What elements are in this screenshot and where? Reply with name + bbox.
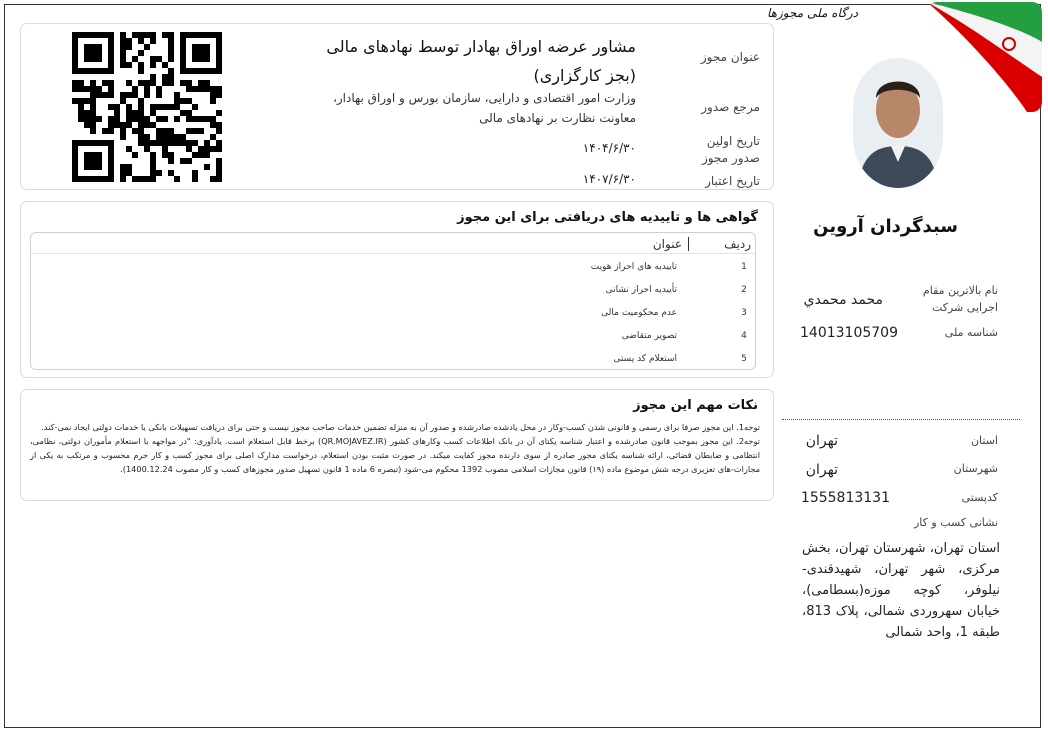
company-name: سبدگردان آروین bbox=[813, 216, 958, 237]
note-1: توجه1. این مجوز صرفا برای رسمی و قانونی شدن کسب-وکار در محل یادشده صادرشده و صدور آن به منزله تضمین خدمات صاحب مجوز نیست و حتی برای دریافت تسهیلات بانکی یا خدمات دولتی ایجاد نمی-کند. bbox=[41, 422, 760, 432]
row-title: استعلام کد پستی bbox=[613, 354, 677, 364]
column-header-title: عنوان bbox=[653, 237, 689, 251]
table-row bbox=[31, 279, 755, 302]
issuer-label: مرجع صدور bbox=[701, 100, 760, 114]
city-label: شهرستان bbox=[953, 462, 998, 475]
row-title: تاییدیه های احراز هویت bbox=[590, 262, 677, 272]
address: استان تهران، شهرستان تهران، بخش مرکزی، شهر تهران، شهیدقندی-نیلوفر، کوچه موزه(بسطامی)، خیابان سهروردی شمالی، پلاک 813، طبقه 1، واحد شمالی bbox=[802, 541, 1000, 640]
national-id-label: شناسه ملی bbox=[944, 326, 998, 339]
ceo-label: نام بالاترین مقام اجرایی شرکت bbox=[922, 284, 998, 314]
notes-title: نکات مهم این مجوز bbox=[633, 398, 758, 413]
table-row bbox=[31, 348, 755, 371]
row-number: 4 bbox=[741, 331, 747, 341]
first-issue-label: تاریخ اولین صدور مجوز bbox=[701, 134, 760, 165]
license-title: مشاور عرضه اوراق بهادار توسط نهادهای مالی (بجز کارگزاری) bbox=[326, 37, 636, 85]
license-title-label: عنوان مجوز bbox=[700, 50, 760, 64]
postal-label: کدپستی bbox=[961, 491, 998, 504]
postal-code: 1555813131 bbox=[800, 490, 890, 506]
certificates-table bbox=[30, 232, 756, 370]
row-number: 3 bbox=[741, 308, 747, 318]
row-number: 1 bbox=[741, 262, 747, 272]
qr-code-icon[interactable] bbox=[72, 32, 222, 182]
validity-label: تاریخ اعتبار bbox=[705, 174, 760, 188]
notes-body bbox=[30, 420, 760, 476]
avatar bbox=[853, 58, 943, 188]
address-label: نشانی کسب و کار bbox=[913, 516, 998, 529]
iran-flag-icon bbox=[927, 2, 1042, 112]
ceo-name: محمد محمدي bbox=[803, 292, 883, 308]
table-row bbox=[31, 256, 755, 279]
national-id: 14013105709 bbox=[800, 325, 898, 341]
row-title: تصویر متقاضی bbox=[621, 331, 677, 341]
first-issue-date: ۱۴۰۴/۶/۳۰ bbox=[582, 141, 636, 155]
table-row bbox=[31, 302, 755, 325]
validity-date: ۱۴۰۷/۶/۳۰ bbox=[582, 172, 636, 186]
column-header-row: ردیف bbox=[724, 237, 751, 251]
table-row bbox=[31, 325, 755, 348]
city: تهران bbox=[805, 462, 838, 478]
certificates-title: گواهی ها و تاییدیه های دریافتی برای این مجوز bbox=[457, 210, 758, 225]
note-2: توجه2. این مجوز بموجب قانون صادرشده و اعتبار شناسه یکتای آن در بانک اطلاعات کسب وکارهای کشور (QR.MOJAVEZ.IR) برخط قابل استعلام است. یادآوری: "در مواجهه با استعلام مأموران دولتی، نظامی، انتظامی و ضابطان قضائی، ارائه شناسه یکتای مجوز صادره از سوی دارنده مجوز کفایت میکند. در صورت مثبت بودن استعلام، درخواست مدارک اصلی برای مجوز کسب و کار جرم محسوب و مرتکب به یکی از مجازات-های تعزیری درجه شش موضوع ماده (۱۹) قانون مجازات اسلامی مصوب 1392 محکوم می-شود (تبصره 6 ماده 1 قانون تسهیل صدور مجوزهای کسب و کار مصوب 1400.12.24). bbox=[30, 436, 760, 474]
row-number: 2 bbox=[741, 285, 747, 295]
row-title: تأییدیه احراز نشانی bbox=[605, 285, 677, 295]
province-label: استان bbox=[970, 434, 998, 447]
row-title: عدم محکومیت مالی bbox=[601, 308, 677, 318]
province: تهران bbox=[805, 433, 838, 449]
divider bbox=[782, 419, 1020, 420]
row-number: 5 bbox=[741, 354, 747, 364]
issuer: وزارت امور اقتصادی و دارایی، سازمان بورس و اوراق بهادار، معاونت نظارت بر نهادهای مالی bbox=[332, 91, 636, 125]
portal-logo-text: درگاه ملی مجوزها bbox=[767, 6, 858, 20]
